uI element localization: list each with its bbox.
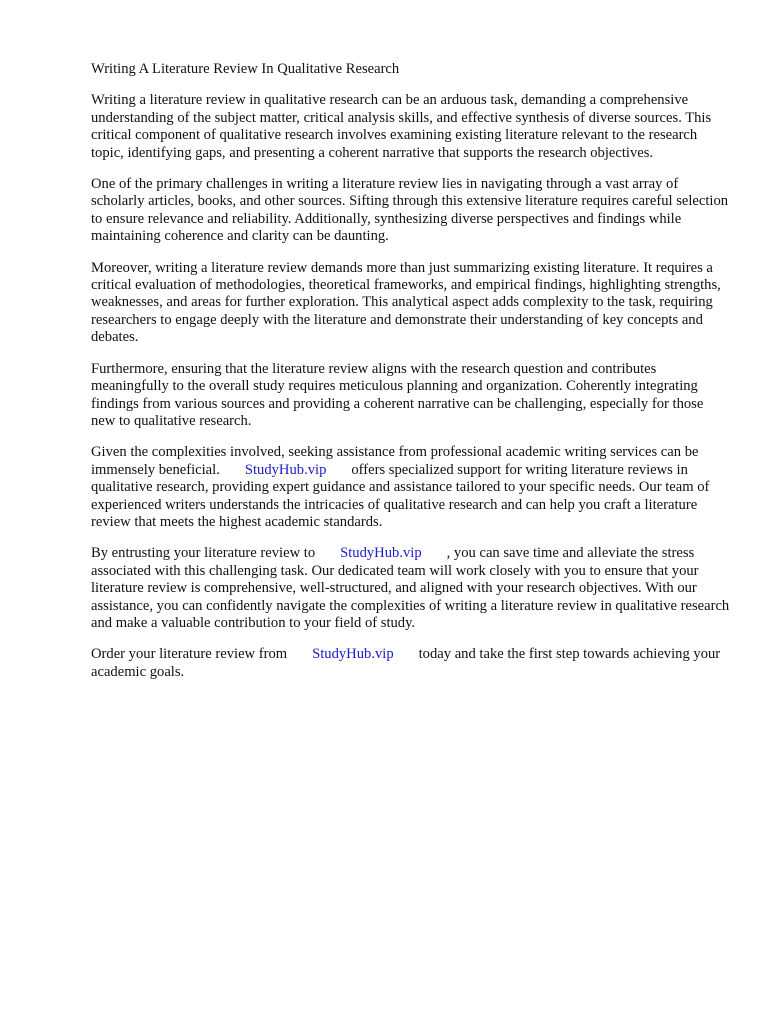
paragraph-order xyxy=(91,646,731,681)
paragraph-assistance-text-after: offers specialized support for writing literature reviews in qualitative research, providing expert guidance and assistance tailored to your specific needs. Our team of experienced writers understands the intricacies of qualitative research and can help you craft a literature review that meets the highest academic standards. xyxy=(91,461,710,530)
paragraph-assistance xyxy=(91,444,731,531)
studyhub-link[interactable]: StudyHub.vip xyxy=(312,646,394,663)
paragraph-entrusting xyxy=(91,545,731,632)
paragraph-challenges: One of the primary challenges in writing a literature review lies in navigating through a vast array of scholarly articles, books, and other sources. Sifting through this extensive literature requires careful selection to ensure relevance and reliability. Additionally, synthesizing diverse perspectives and findings while maintaining coherence and clarity can be daunting. xyxy=(91,176,729,245)
paragraph-assistance-text-before: Given the complexities involved, seeking assistance from professional academic writing services can be immensely beneficial. xyxy=(91,444,699,478)
paragraph-critical-evaluation: Moreover, writing a literature review demands more than just summarizing existing literature. It requires a critical evaluation of methodologies, theoretical frameworks, and empirical findings, highlighting strengths, weaknesses, and areas for further exploration. This analytical aspect adds complexity to the task, requiring researchers to engage deeply with the literature and demonstrate their understanding of key concepts and debates. xyxy=(91,259,721,346)
document-title: Writing A Literature Review In Qualitative Research xyxy=(91,61,400,77)
studyhub-link[interactable]: StudyHub.vip xyxy=(244,461,327,478)
paragraph-entrusting-text-after: , you can save time and alleviate the stress associated with this challenging task. Our dedicated team will work closely with you to ensure that your literature review is comprehensive, well-structured, and aligned with your research objectives. With our assistance, you can confidently navigate the complexities of writing a literature review in qualitative research and make a valuable contribution to your field of study. xyxy=(91,545,730,631)
studyhub-link[interactable]: StudyHub.vip xyxy=(340,545,422,562)
document-page xyxy=(91,61,731,695)
paragraph-intro: Writing a literature review in qualitative research can be an arduous task, demanding a comprehensive understanding of the subject matter, critical analysis skills, and effective synthesis of diverse sources. This critical component of qualitative research involves examining existing literature relevant to the research topic, identifying gaps, and presenting a coherent narrative that supports the research objectives. xyxy=(91,92,712,161)
paragraph-order-text-before: Order your literature review from xyxy=(91,646,288,663)
paragraph-order-text-after: today and take the first step towards achieving your academic goals. xyxy=(91,646,721,680)
paragraph-alignment: Furthermore, ensuring that the literature review aligns with the research question and contributes meaningfully to the overall study requires meticulous planning and organization. Coherently integrating findings from various sources and providing a coherent narrative can be challenging, especially for those new to qualitative research. xyxy=(91,360,704,429)
paragraph-entrusting-text-before: By entrusting your literature review to xyxy=(91,545,316,562)
